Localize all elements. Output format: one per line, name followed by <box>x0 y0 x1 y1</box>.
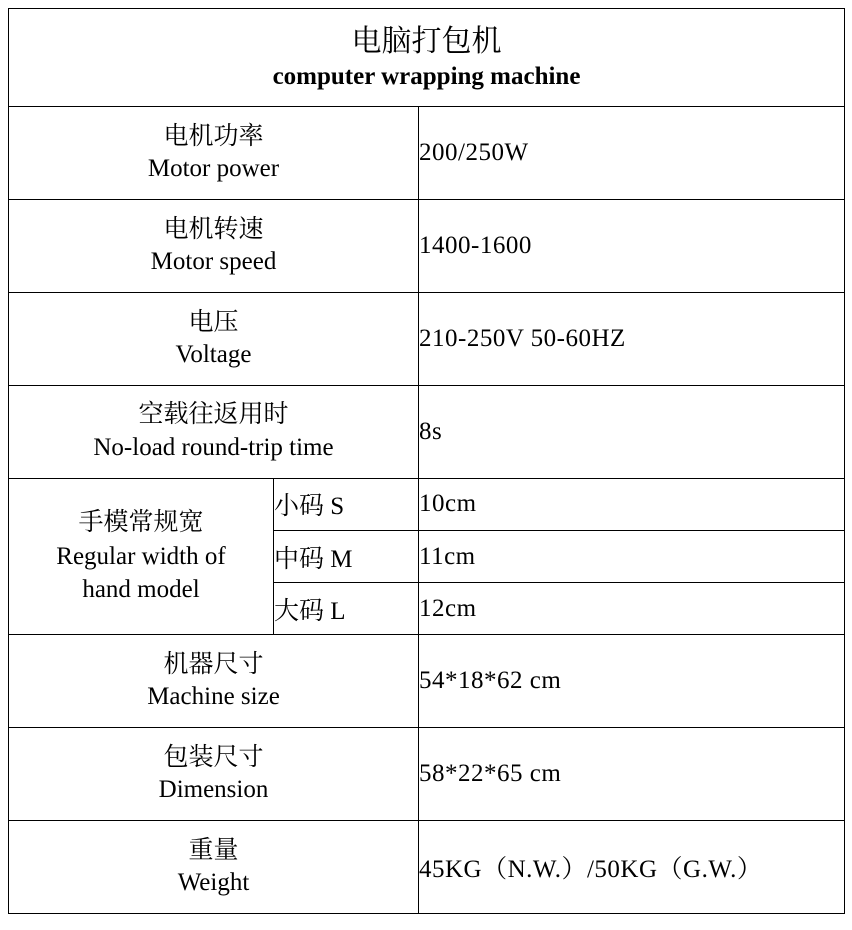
size-label-medium: 中码 M <box>274 530 419 582</box>
row-value-dimension: 58*22*65 cm <box>419 728 845 821</box>
row-value-motor-power: 200/250W <box>419 107 845 200</box>
row-label-weight <box>9 821 419 914</box>
label-english-line2: hand model <box>82 576 200 604</box>
row-label-motor-speed <box>9 200 419 293</box>
title-english: computer wrapping machine <box>272 62 581 90</box>
table-title-cell <box>9 9 845 107</box>
size-value-small: 10cm <box>419 478 845 530</box>
row-label-hand-model <box>9 478 274 634</box>
size-value-large: 12cm <box>419 583 845 635</box>
table-row <box>9 107 845 200</box>
title-chinese: 电脑打包机 <box>351 25 502 59</box>
table-row <box>9 728 845 821</box>
label-chinese: 电压 <box>188 308 239 336</box>
row-value-motor-speed: 1400-1600 <box>419 200 845 293</box>
row-value-voltage: 210-250V 50-60HZ <box>419 293 845 386</box>
table-row <box>9 478 845 530</box>
size-value-medium: 11cm <box>419 530 845 582</box>
label-english: Motor power <box>147 155 280 183</box>
label-chinese: 包装尺寸 <box>163 743 264 771</box>
label-chinese: 电机转速 <box>163 215 264 243</box>
label-english: Machine size <box>147 683 280 711</box>
label-english: Weight <box>177 869 250 896</box>
row-label-dimension <box>9 728 419 821</box>
row-value-no-load-time: 8s <box>419 385 845 478</box>
label-english-line1: Regular width of <box>56 542 226 570</box>
label-chinese: 电机功率 <box>163 122 264 150</box>
row-label-machine-size <box>9 635 419 728</box>
row-label-voltage <box>9 293 419 386</box>
label-chinese: 重量 <box>188 836 239 864</box>
specification-table <box>8 8 845 914</box>
row-value-machine-size: 54*18*62 cm <box>419 635 845 728</box>
label-english: Voltage <box>175 341 252 368</box>
table-row <box>9 821 845 914</box>
table-row <box>9 635 845 728</box>
size-label-large: 大码 L <box>274 583 419 635</box>
table-row-title <box>9 9 845 107</box>
row-value-weight: 45KG（N.W.）/50KG（G.W.） <box>419 821 845 914</box>
label-chinese: 手模常规宽 <box>78 508 204 536</box>
label-english: Motor speed <box>150 248 277 276</box>
table-row <box>9 293 845 386</box>
row-label-no-load-time <box>9 385 419 478</box>
label-english: No-load round-trip time <box>93 433 334 461</box>
label-english: Dimension <box>158 776 269 804</box>
table-row <box>9 385 845 478</box>
label-chinese: 空载往返用时 <box>138 401 289 429</box>
table-row <box>9 200 845 293</box>
label-chinese: 机器尺寸 <box>163 650 264 678</box>
row-label-motor-power <box>9 107 419 200</box>
size-label-small: 小码 S <box>274 478 419 530</box>
